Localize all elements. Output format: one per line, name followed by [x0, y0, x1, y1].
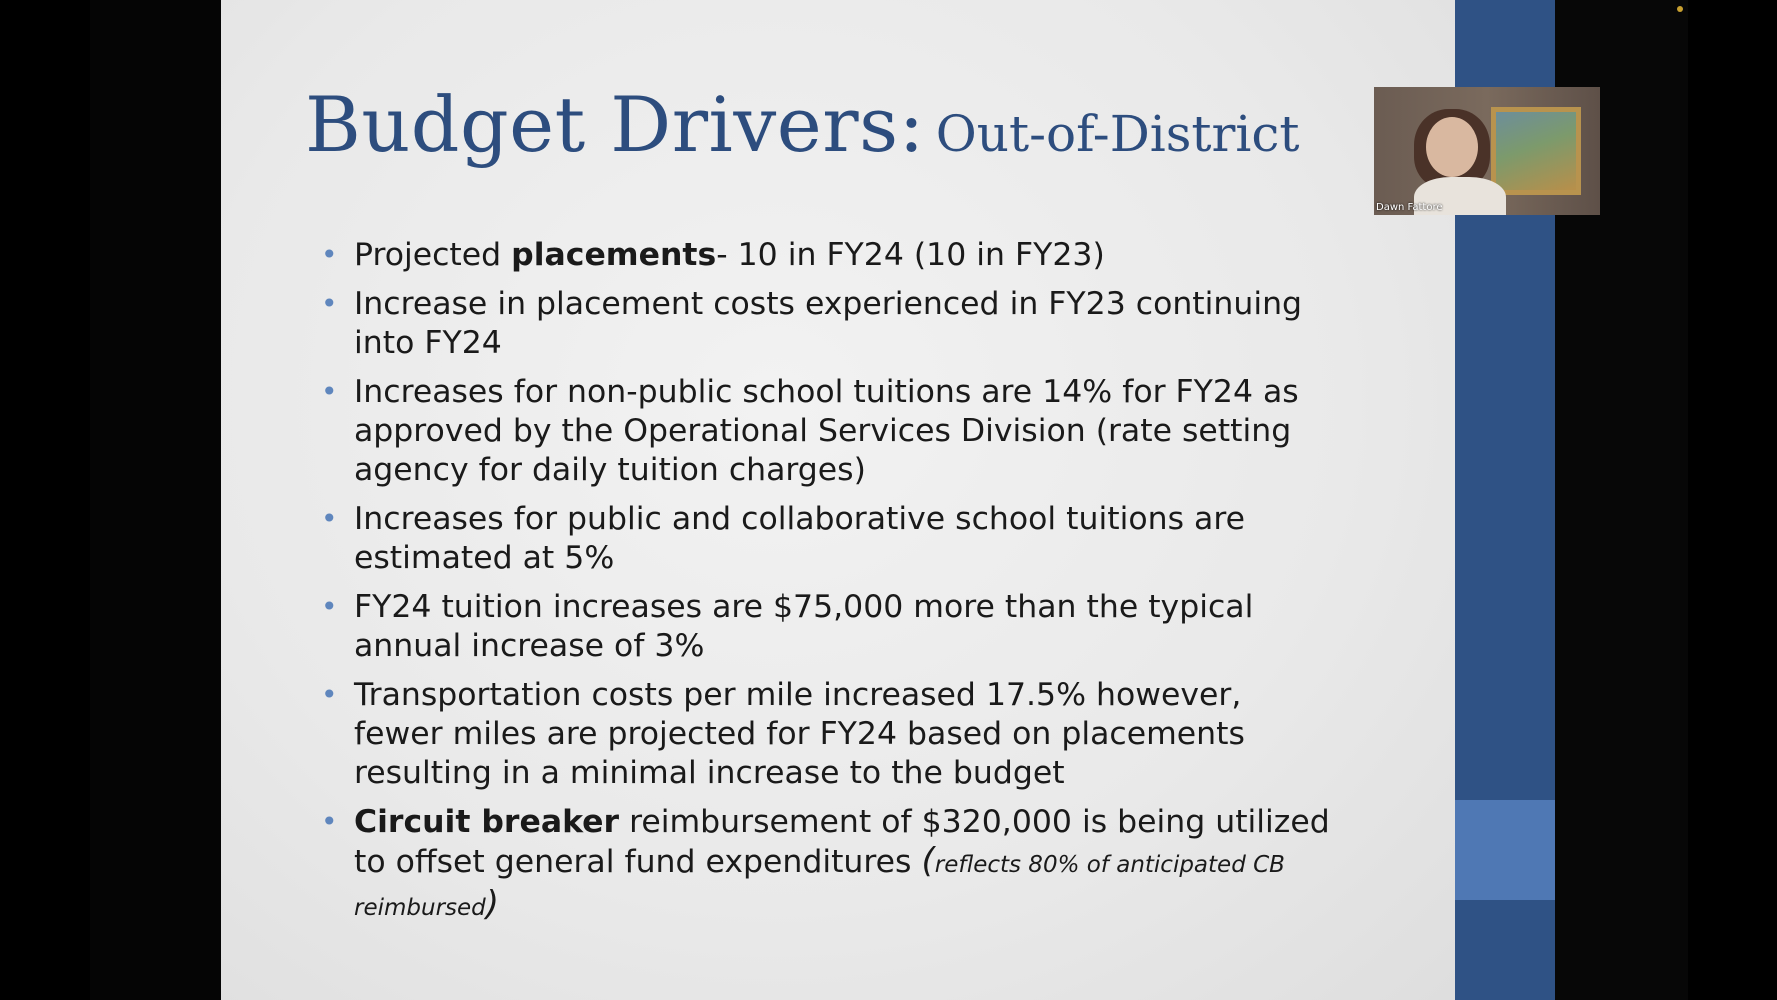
participant-face: [1426, 117, 1478, 177]
bullet-text: reimbursement of $320,000 is being utilized to offset general fund expenditures: [354, 804, 1330, 880]
bullet-text: Increases for non-public school tuitions are 14% for FY24 as approved by the Operational Services Division (rate setting agency for daily tuition charges): [354, 374, 1299, 488]
bullet-icon: •: [321, 375, 338, 408]
bullet-item: [321, 373, 1331, 490]
bullet-text: Projected: [354, 237, 512, 273]
paren-close: ): [485, 884, 500, 924]
slide-accent-block: [1455, 800, 1555, 900]
bullet-item: [321, 285, 1331, 363]
participant-name-label: Dawn Fattore: [1376, 202, 1443, 213]
bullet-list: [321, 236, 1331, 938]
left-letterbox: [90, 0, 221, 1000]
bullet-icon: •: [321, 805, 338, 838]
paren-open: (: [921, 841, 935, 881]
slide-title-sub: Out-of-District: [935, 105, 1300, 163]
bullet-bold-text: Circuit breaker: [354, 804, 620, 840]
bullet-bold-text: placements: [511, 237, 717, 273]
participant-video-tile[interactable]: [1374, 87, 1600, 215]
bullet-item: [321, 803, 1331, 928]
bullet-icon: •: [321, 287, 338, 320]
bullet-icon: •: [321, 502, 338, 535]
bullet-text: Increases for public and collaborative school tuitions are estimated at 5%: [354, 501, 1245, 576]
bullet-item: [321, 588, 1331, 666]
bullet-icon: •: [321, 238, 338, 271]
bullet-text: - 10 in FY24 (10 in FY23): [716, 237, 1105, 273]
bullet-text: Increase in placement costs experienced in FY23 continuing into FY24: [354, 286, 1303, 361]
bullet-icon: •: [321, 590, 338, 623]
presentation-slide: [221, 0, 1455, 1000]
bullet-text: Transportation costs per mile increased 17.5% however, fewer miles are projected for FY24 based on placements resulting in a minimal increase to the budget: [354, 677, 1245, 791]
recording-indicator-icon: [1677, 6, 1683, 12]
bullet-item: [321, 500, 1331, 578]
slide-title-main: Budget Drivers:: [305, 80, 925, 169]
bullet-text: FY24 tuition increases are $75,000 more than the typical annual increase of 3%: [354, 589, 1254, 664]
slide-title: [305, 80, 1300, 169]
wall-painting: [1491, 107, 1581, 195]
bullet-icon: •: [321, 678, 338, 711]
bullet-item: [321, 236, 1331, 275]
bullet-note: reflects 80% of anticipated CB reimbursed: [354, 852, 1285, 921]
bullet-item: [321, 676, 1331, 793]
